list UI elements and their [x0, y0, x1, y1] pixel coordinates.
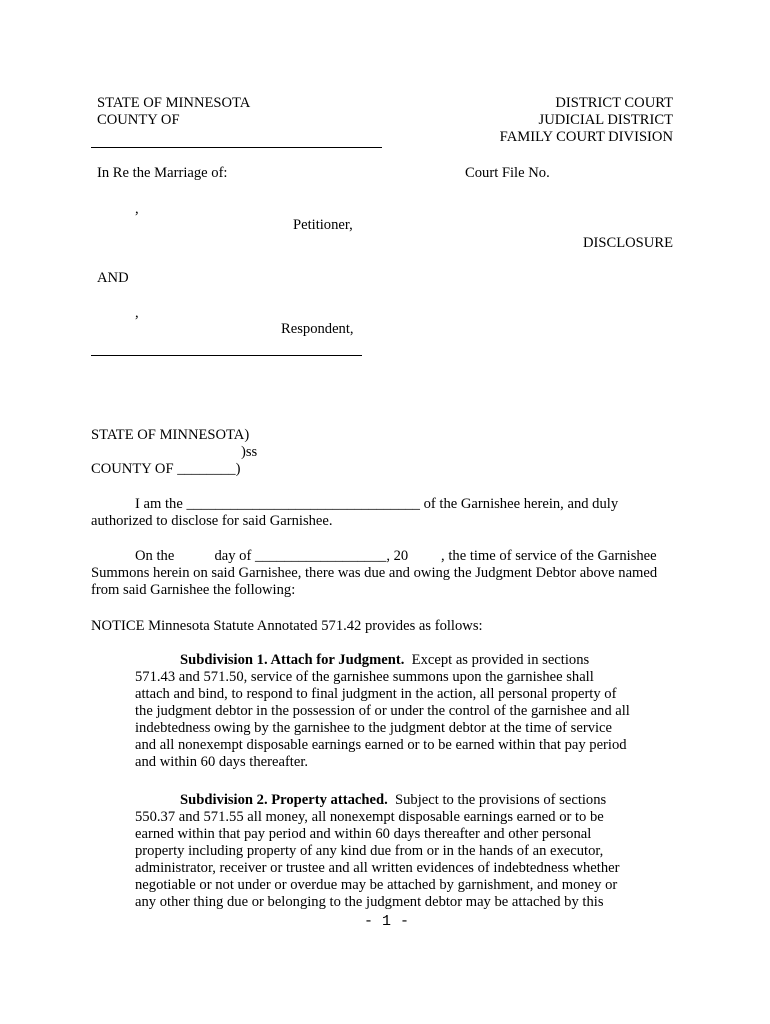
subdivision-1-text-1: 571.43 and 571.50, service of the garnishee summons upon the garnishee shall	[135, 669, 594, 685]
page-number: - 1 -	[364, 913, 410, 930]
in-re-label: In Re the Marriage of:	[97, 165, 228, 181]
venue-county: COUNTY OF ________)	[91, 461, 241, 477]
state-label: STATE OF MINNESOTA	[97, 95, 251, 111]
subdivision-2-text-4: administrator, receiver or trustee and all written evidences of indebtedness whether	[135, 860, 620, 876]
subdivision-2-first-line	[180, 792, 606, 809]
subdivision-1-text-4: indebtedness owing by the garnishee to the judgment debtor at the time of service	[135, 720, 613, 736]
petitioner-comma: ,	[135, 201, 139, 217]
affiant-line-2: authorized to disclose for said Garnishee.	[91, 513, 333, 529]
county-underline	[91, 147, 382, 148]
caption-underline	[91, 355, 362, 356]
petitioner-label: Petitioner,	[293, 217, 353, 233]
subdivision-1-first-line	[180, 652, 589, 669]
county-label: COUNTY OF	[97, 112, 180, 128]
court-label: DISTRICT COURT	[555, 95, 673, 111]
document-title: DISCLOSURE	[582, 235, 673, 251]
subdivision-2-text-6: any other thing due or belonging to the judgment debtor may be attached by this	[135, 894, 604, 910]
subdivision-2-text-3: property including property of any kind due from or in the hands of an executor,	[135, 843, 604, 859]
venue-ss: )ss	[241, 444, 258, 460]
district-label: JUDICIAL DISTRICT	[538, 112, 673, 128]
subdivision-1-text-2: attach and bind, to respond to final judgment in the action, all personal property of	[135, 686, 617, 702]
affiant-line: I am the ________________________________ of the Garnishee herein, and duly	[135, 496, 619, 512]
subdivision-2-text-2: earned within that pay period and within 60 days thereafter and other personal	[135, 826, 592, 842]
service-line-3: from said Garnishee the following:	[91, 582, 296, 598]
court-file-label: Court File No.	[465, 165, 550, 181]
subdivision-2-text-0: Subject to the provisions of sections	[395, 792, 607, 808]
division-label: FAMILY COURT DIVISION	[499, 129, 673, 145]
service-line-2: Summons herein on said Garnishee, there was due and owing the Judgment Debtor above named	[91, 565, 658, 581]
subdivision-1-text-0: Except as provided in sections	[411, 652, 590, 668]
respondent-label: Respondent,	[281, 321, 354, 337]
subdivision-2-heading: Subdivision 2. Property attached.	[180, 792, 388, 808]
subdivision-1-text-5: and all nonexempt disposable earnings earned or to be earned within that pay period	[135, 737, 627, 753]
notice-line: NOTICE Minnesota Statute Annotated 571.42 provides as follows:	[91, 618, 483, 634]
subdivision-1-text-3: the judgment debtor in the possession of or under the control of the garnishee and all	[135, 703, 630, 719]
respondent-comma: ,	[135, 305, 139, 321]
subdivision-1-text-6: and within 60 days thereafter.	[135, 754, 309, 770]
subdivision-2-text-5: negotiable or not under or overdue may be attached by garnishment, and money or	[135, 877, 618, 893]
subdivision-2-text-1: 550.37 and 571.55 all money, all nonexempt disposable earnings earned or to be	[135, 809, 604, 825]
service-date-line: On the day of __________________, 20 , the time of service of the Garnishee	[135, 548, 657, 564]
subdivision-1-heading: Subdivision 1. Attach for Judgment.	[180, 652, 405, 668]
venue-state: STATE OF MINNESOTA)	[91, 427, 250, 443]
and-label: AND	[97, 270, 129, 286]
